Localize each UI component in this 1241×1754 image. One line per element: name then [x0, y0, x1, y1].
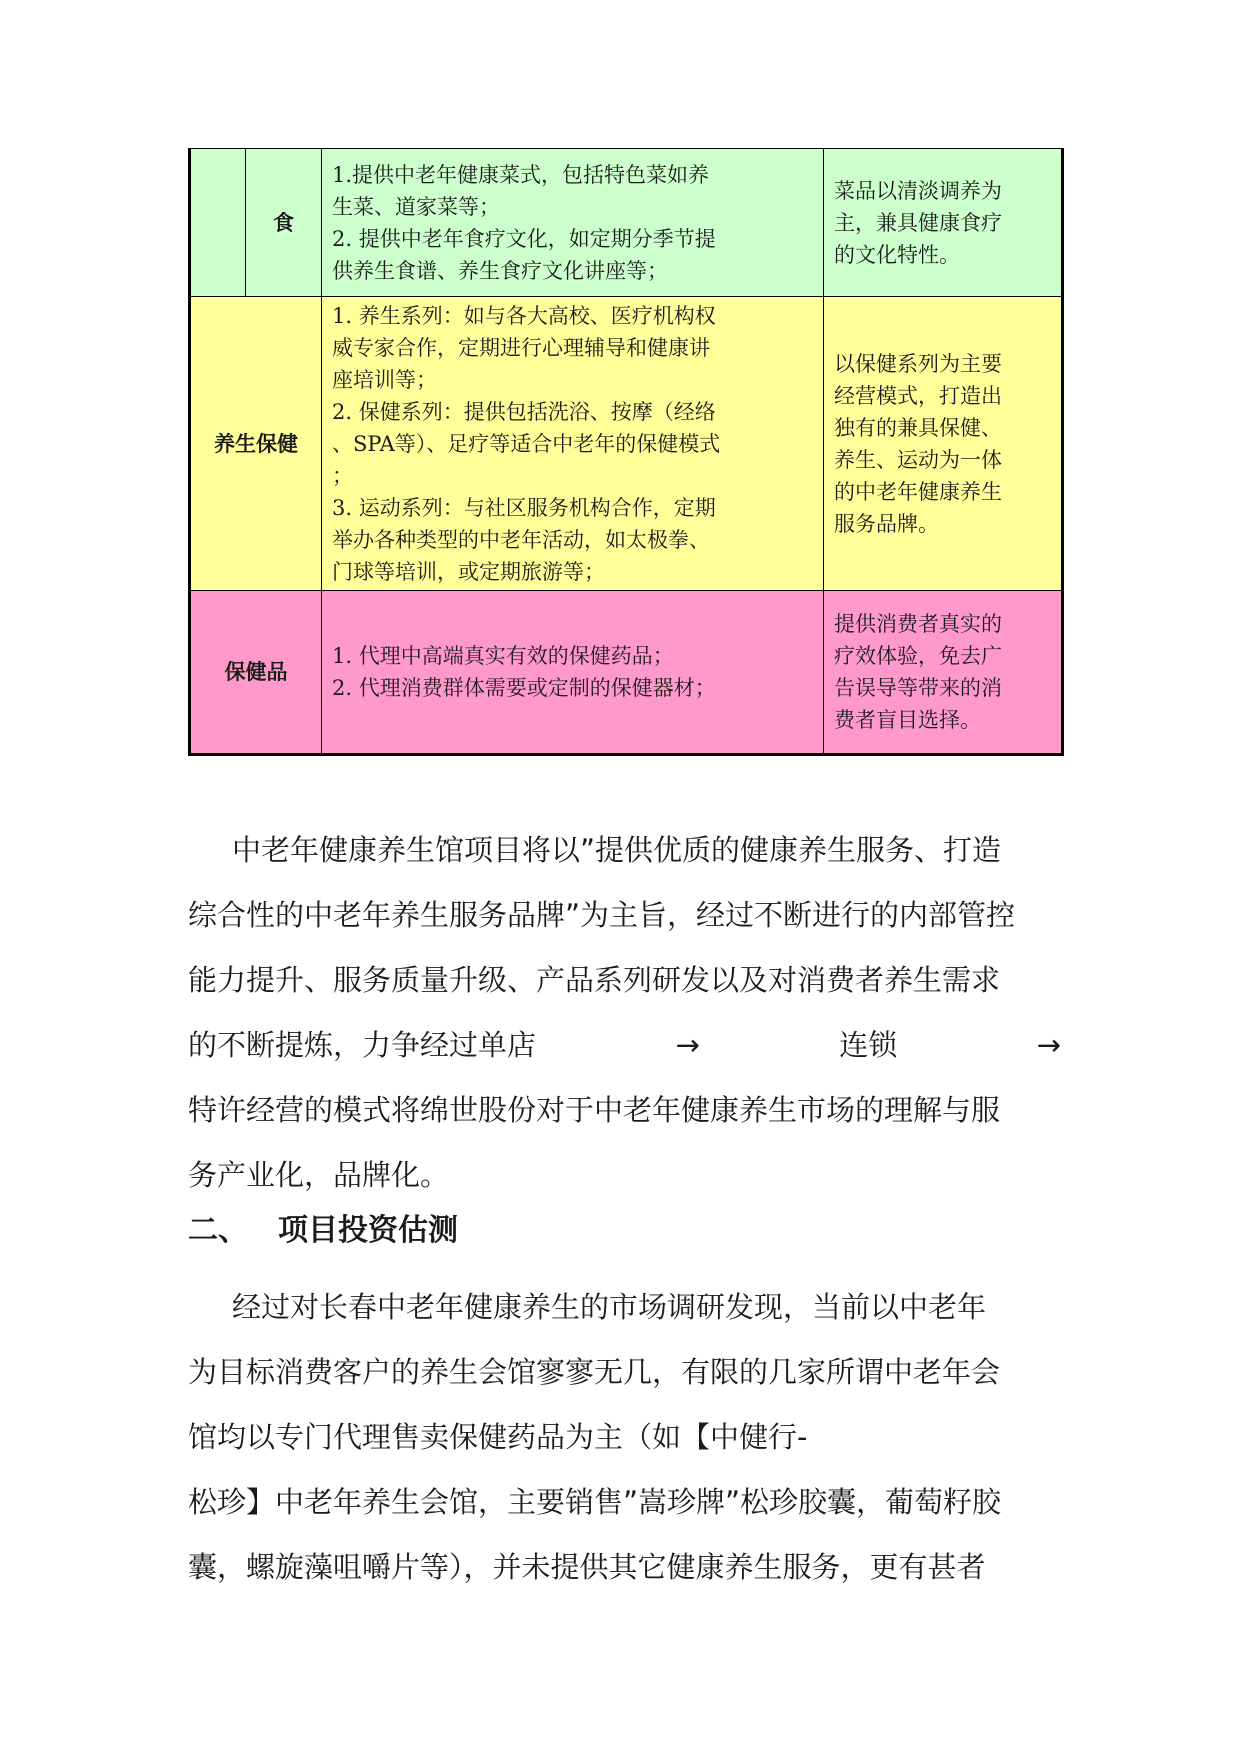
content-cell — [322, 297, 824, 591]
note-line: 菜品以清淡调养为 — [834, 178, 1002, 203]
paragraph-line: 囊，螺旋藻咀嚼片等），并未提供其它健康养生服务，更有甚者 — [188, 1550, 986, 1584]
paragraph-line: 经过对长春中老年健康养生的市场调研发现，当前以中老年 — [232, 1290, 987, 1324]
paragraph-line: 馆均以专门代理售卖保健药品为主（如【中健行- — [188, 1420, 808, 1454]
content-line: 供养生食谱、养生食疗文化讲座等； — [332, 258, 668, 283]
content-line: 2. 提供中老年食疗文化，如定期分季节提 — [332, 226, 716, 251]
note-line: 经营模式，打造出 — [834, 383, 1002, 408]
note-line: 的文化特性。 — [834, 242, 960, 267]
note-line: 服务品牌。 — [834, 511, 939, 536]
note-line: 主，兼具健康食疗 — [834, 210, 1002, 235]
content-line: 生菜、道家菜等； — [332, 194, 500, 219]
content-line: 、SPA等）、足疗等适合中老年的保健模式 — [332, 431, 721, 456]
paragraph-line: 特许经营的模式将绵世股份对于中老年健康养生市场的理解与服 — [188, 1093, 1001, 1127]
content-line: 2. 代理消费群体需要或定制的保健器材； — [332, 676, 716, 700]
content-line: 座培训等； — [332, 367, 437, 392]
note-cell — [824, 297, 1063, 591]
table-row — [190, 591, 1063, 755]
note-line: 养生、运动为一体 — [834, 447, 1002, 472]
note-line: 疗效体验，免去广 — [834, 644, 1002, 668]
note-line: 独有的兼具保健、 — [834, 415, 1002, 440]
service-table — [188, 148, 1064, 756]
content-line: 举办各种类型的中老年活动，如太极拳、 — [332, 527, 710, 552]
note-line: 的中老年健康养生 — [834, 479, 1002, 504]
content-line: 1.提供中老年健康菜式，包括特色菜如养 — [332, 162, 710, 187]
category-cell: 食 — [246, 149, 322, 297]
section-title: 项目投资估测 — [278, 1213, 458, 1248]
paragraph-1 — [188, 818, 1061, 1208]
arrow-icon: → — [675, 1028, 700, 1062]
table-row — [190, 297, 1063, 591]
paragraph-line: 为目标消费客户的养生会馆寥寥无几，有限的几家所谓中老年会 — [188, 1355, 1001, 1389]
note-line: 告误导等带来的消 — [834, 676, 1002, 700]
paragraph-line: 中老年健康养生馆项目将以”提供优质的健康养生服务、打造 — [232, 833, 1002, 867]
content-line: ； — [332, 463, 353, 488]
content-line: 门球等培训，或定期旅游等； — [332, 559, 605, 584]
paragraph-text: 的不断提炼，力争经过单店 — [188, 1028, 537, 1062]
table-cell-blank — [190, 149, 246, 297]
arrow-icon: → — [1036, 1028, 1061, 1062]
note-line: 以保健系列为主要 — [834, 351, 1002, 376]
content-cell — [322, 591, 824, 755]
content-cell — [322, 149, 824, 297]
category-cell: 养生保健 — [190, 297, 322, 591]
note-cell — [824, 591, 1063, 755]
paragraph-line: 松珍】中老年养生会馆，主要销售”嵩珍牌”松珍胶囊，葡萄籽胶 — [188, 1485, 1002, 1519]
content-line: 威专家合作，定期进行心理辅导和健康讲 — [332, 335, 710, 360]
category-cell: 保健品 — [190, 591, 322, 755]
paragraph-line-justified — [188, 1013, 1061, 1078]
content-line: 3. 运动系列：与社区服务机构合作，定期 — [332, 495, 716, 520]
content-line: 1. 养生系列：如与各大高校、医疗机构权 — [332, 303, 716, 328]
paragraph-text: 连锁 — [839, 1028, 898, 1062]
content-line: 2. 保健系列：提供包括洗浴、按摩（经络 — [332, 399, 716, 424]
paragraph-2 — [188, 1275, 1061, 1600]
section-number: 二、 — [188, 1213, 248, 1248]
paragraph-line: 综合性的中老年养生服务品牌”为主旨，经过不断进行的内部管控 — [188, 898, 1016, 932]
note-cell — [824, 149, 1063, 297]
table-row — [190, 149, 1063, 297]
content-line: 1. 代理中高端真实有效的保健药品； — [332, 644, 674, 668]
note-line: 费者盲目选择。 — [834, 708, 981, 732]
note-line: 提供消费者真实的 — [834, 612, 1002, 636]
paragraph-line: 能力提升、服务质量升级、产品系列研发以及对消费者养生需求 — [188, 963, 1001, 997]
paragraph-line: 务产业化，品牌化。 — [188, 1158, 450, 1192]
section-heading — [188, 1205, 458, 1249]
